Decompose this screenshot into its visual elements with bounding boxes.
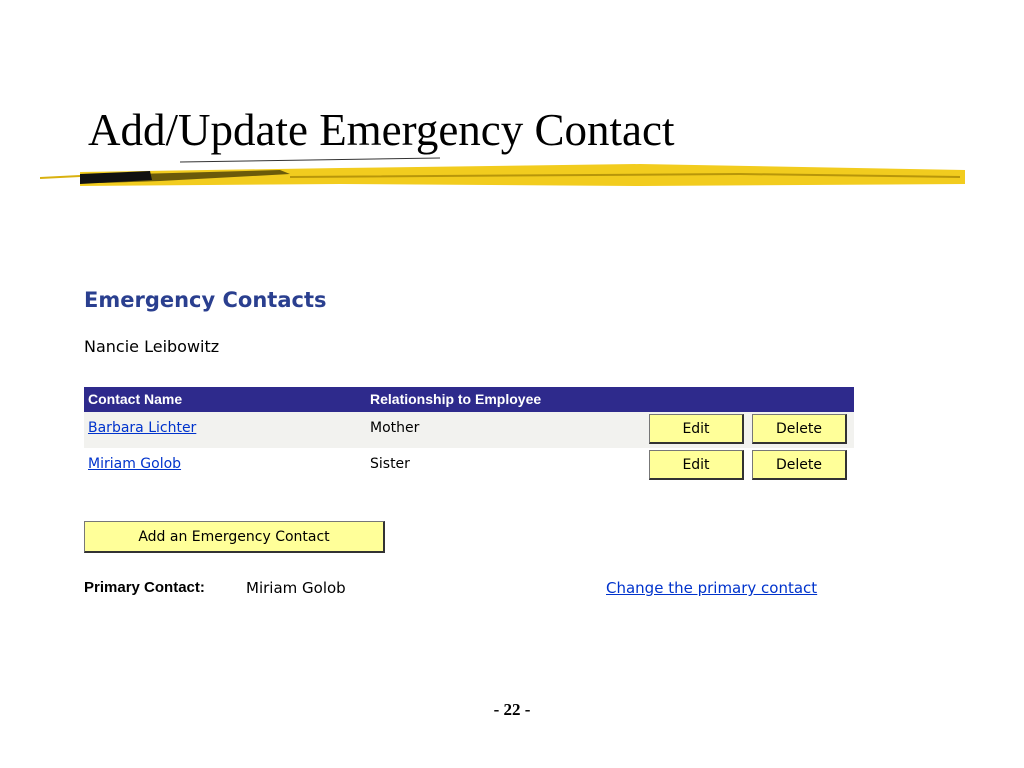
- edit-button[interactable]: Edit: [649, 450, 744, 480]
- delete-button[interactable]: Delete: [752, 450, 847, 480]
- section-title: Emergency Contacts: [84, 288, 327, 312]
- grid-header: [84, 387, 854, 412]
- primary-contact-value: Miriam Golob: [246, 579, 346, 597]
- add-emergency-contact-button[interactable]: Add an Emergency Contact: [84, 521, 385, 553]
- page-number: - 22 -: [493, 700, 531, 719]
- change-primary-contact-link[interactable]: Change the primary contact: [606, 579, 818, 597]
- delete-button[interactable]: Delete: [752, 414, 847, 444]
- slide-title: Add/Update Emergency Contact: [88, 105, 675, 155]
- relationship-value: Sister: [370, 456, 410, 472]
- decorative-underline: [40, 150, 970, 200]
- contact-name-link[interactable]: Miriam Golob: [88, 456, 182, 472]
- employee-name: Nancie Leibowitz: [84, 337, 220, 356]
- contact-name-link[interactable]: Barbara Lichter: [88, 420, 197, 436]
- header-contact-name: Contact Name: [88, 391, 183, 407]
- contacts-grid: [84, 387, 854, 484]
- edit-button[interactable]: Edit: [649, 414, 744, 444]
- table-row: [84, 448, 854, 484]
- table-row: [84, 412, 854, 448]
- primary-contact-label: Primary Contact:: [84, 579, 205, 596]
- relationship-value: Mother: [370, 420, 420, 436]
- header-relationship: Relationship to Employee: [370, 391, 542, 407]
